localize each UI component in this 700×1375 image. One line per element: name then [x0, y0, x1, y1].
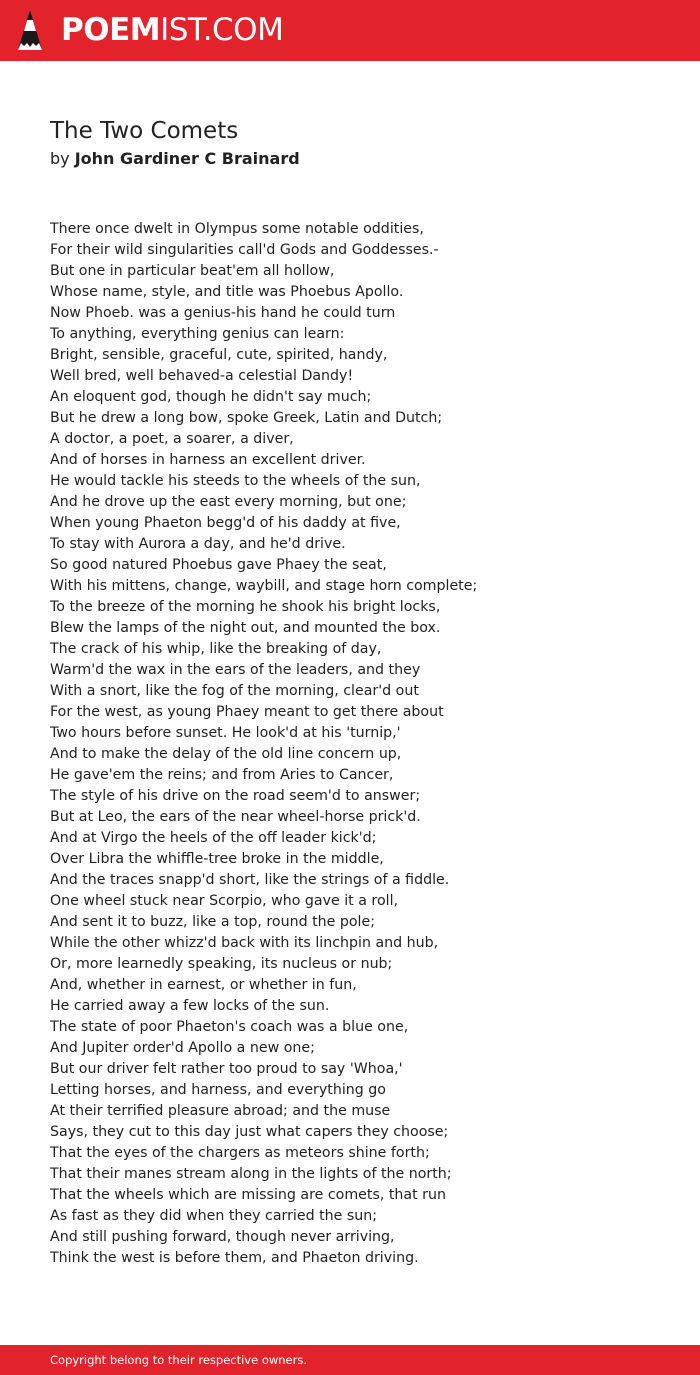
poem-line: That their manes stream along in the lights of the north;: [50, 1166, 452, 1182]
poem-author: John Gardiner C Brainard: [74, 149, 300, 168]
poem-line: He gave'em the reins; and from Aries to Cancer,: [50, 767, 394, 783]
poem-line: And still pushing forward, though never arriving,: [50, 1229, 395, 1245]
poem-line: Well bred, well behaved-a celestial Dandy!: [50, 368, 354, 384]
poem-line: But our driver felt rather too proud to say 'Whoa,': [50, 1061, 403, 1077]
poem-line: But he drew a long bow, spoke Greek, Latin and Dutch;: [50, 410, 443, 426]
poem-line: And Jupiter order'd Apollo a new one;: [50, 1040, 315, 1056]
poem-line: One wheel stuck near Scorpio, who gave it a roll,: [50, 893, 399, 909]
poem-line: Whose name, style, and title was Phoebus Apollo.: [50, 284, 404, 300]
poem-line: The crack of his whip, like the breaking of day,: [50, 641, 382, 657]
poem-line: Says, they cut to this day just what capers they choose;: [50, 1124, 449, 1140]
pencil-icon[interactable]: [17, 9, 43, 51]
poem-line: When young Phaeton begg'd of his daddy at five,: [50, 515, 401, 531]
poem-line: Think the west is before them, and Phaeton driving.: [50, 1250, 419, 1266]
poem-line: An eloquent god, though he didn't say much;: [50, 389, 372, 405]
poem-line: And to make the delay of the old line concern up,: [50, 746, 402, 762]
poem-line: Letting horses, and harness, and everything go: [50, 1082, 386, 1098]
poem-body: [50, 219, 670, 1269]
poem-line: That the wheels which are missing are comets, that run: [50, 1187, 446, 1203]
poem-line: To stay with Aurora a day, and he'd drive.: [50, 536, 346, 552]
poem-line: And sent it to buzz, like a top, round the pole;: [50, 914, 376, 930]
poem-line: To the breeze of the morning he shook his bright locks,: [50, 599, 441, 615]
poem-line: A doctor, a poet, a soarer, a diver,: [50, 431, 294, 447]
poem-line: But at Leo, the ears of the near wheel-horse prick'd.: [50, 809, 421, 825]
poem-line: And at Virgo the heels of the off leader kick'd;: [50, 830, 377, 846]
copyright-text: Copyright belong to their respective owners.: [50, 1353, 308, 1367]
poem-line: So good natured Phoebus gave Phaey the seat,: [50, 557, 387, 573]
poem-line: For their wild singularities call'd Gods and Goddesses.-: [50, 242, 439, 258]
poem-line: Two hours before sunset. He look'd at his 'turnip,': [50, 725, 401, 741]
site-header: [0, 0, 700, 61]
poem-line: Now Phoeb. was a genius-his hand he could turn: [50, 305, 396, 321]
poem-line: As fast as they did when they carried the sun;: [50, 1208, 378, 1224]
logo-light-text: IST.COM: [160, 12, 284, 48]
poem-line: With a snort, like the fog of the morning, clear'd out: [50, 683, 419, 699]
by-label: by: [50, 149, 70, 168]
site-logo[interactable]: [61, 10, 283, 50]
poem-line: While the other whizz'd back with its linchpin and hub,: [50, 935, 439, 951]
poem-line: There once dwelt in Olympus some notable oddities,: [50, 221, 424, 237]
poem-line: At their terrified pleasure abroad; and the muse: [50, 1103, 391, 1119]
poem-line: And, whether in earnest, or whether in fun,: [50, 977, 357, 993]
poem-line: But one in particular beat'em all hollow,: [50, 263, 335, 279]
site-footer: [0, 1345, 700, 1375]
poem-line: Or, more learnedly speaking, its nucleus or nub;: [50, 956, 393, 972]
poem-line: Warm'd the wax in the ears of the leaders, and they: [50, 662, 421, 678]
poem-line: Over Libra the whiffle-tree broke in the middle,: [50, 851, 384, 867]
poem-line: The style of his drive on the road seem'd to answer;: [50, 788, 421, 804]
poem-title: The Two Comets: [50, 118, 239, 144]
poem-line: Blew the lamps of the night out, and mounted the box.: [50, 620, 441, 636]
poem-line: And the traces snapp'd short, like the strings of a fiddle.: [50, 872, 450, 888]
logo-bold-text: POEM: [61, 12, 161, 48]
poem-line: He would tackle his steeds to the wheels of the sun,: [50, 473, 421, 489]
poem-line: To anything, everything genius can learn:: [50, 326, 345, 342]
poem-line: The state of poor Phaeton's coach was a blue one,: [50, 1019, 409, 1035]
poem-line: Bright, sensible, graceful, cute, spirited, handy,: [50, 347, 388, 363]
poem-line: And of horses in harness an excellent driver.: [50, 452, 366, 468]
poem-line: For the west, as young Phaey meant to get there about: [50, 704, 444, 720]
poem-line: That the eyes of the chargers as meteors shine forth;: [50, 1145, 430, 1161]
poem-line: And he drove up the east every morning, but one;: [50, 494, 407, 510]
poem-byline: [50, 148, 300, 170]
poem-line: With his mittens, change, waybill, and stage horn complete;: [50, 578, 478, 594]
poem-line: He carried away a few locks of the sun.: [50, 998, 330, 1014]
